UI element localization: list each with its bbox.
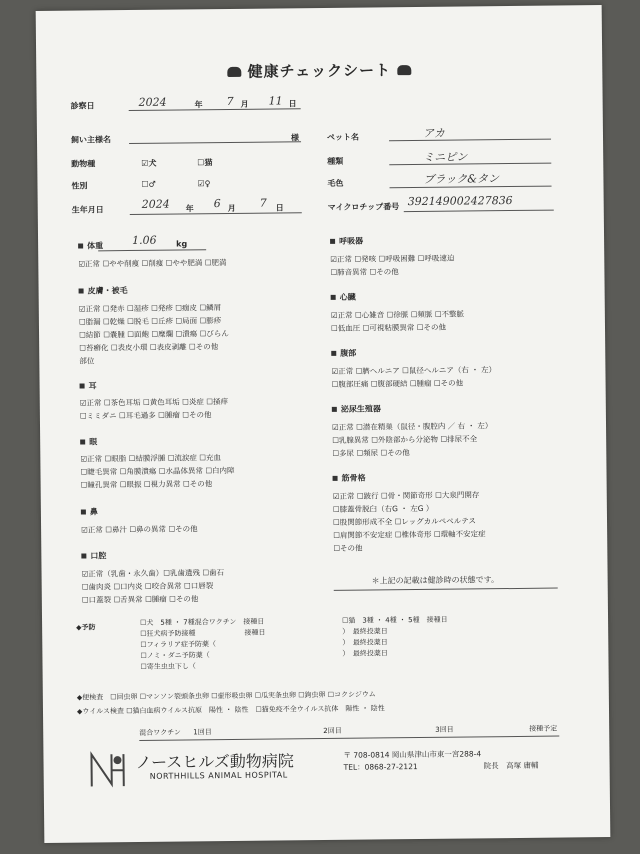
ear-section: 耳	[80, 380, 97, 391]
ear-options[interactable]: ☑正常 ☐茶色耳垢 ☐黄色耳垢 ☐炎症 ☐掻痒 ☐ミミダニ ☐耳毛過多 ☐腫瘤 ☐その他	[79, 396, 228, 421]
urogenital-options[interactable]: ☑正常 ☐潜在精巣（鼠径・腹腔内 ／ 右 ・ 左） ☐乳腺異常 ☐外陰部から分泌物 ☐排尿不全 ☐多尿 ☐頻尿 ☐その他	[331, 421, 493, 458]
animal-label: 動物種	[71, 159, 96, 169]
respiratory-section: 呼吸器	[330, 236, 363, 247]
weight-value[interactable]: 1.06	[131, 233, 157, 247]
health-check-sheet: 健康チェックシート 診察日 2024 年 7 月 11 日 飼い主様名 様 ペット名 アカ 動物種 ☑犬 ☐猫 種類 ミニピン 性別 ☐♂ ☑♀ 毛色 ブラック&タン 生年月日 2024 年 6 月 7 日 マイクロチップ番号 392149002427836 体重 1.06 kg ☑正常 ☐やや削痩 ☐削痩 ☐やや肥満 ☐肥満 皮膚・被毛 ☑正常 ☐発赤 ☐湿疹 ☐発疹 ☐痂皮 ☐鱗屑 ☐脂漏 ☐乾燥 ☐脱毛 ☐丘疹 ☐局面 ☐膨疹 ☐結節 ☐嚢腫 ☐面皰 ☐糜爛 ☐潰瘍 ☐びらん ☐苔癬化 ☐表皮小環 ☐表皮剥離 ☐その他 部位 耳 ☑正常 ☐茶色耳垢 ☐黄色耳垢 ☐炎症 ☐掻痒 ☐ミミダニ ☐耳毛過多 ☐腫瘤 ☐その他 眼 ☑正常 ☐眼脂 ☐結膜浮腫 ☐流涙症 ☐充血 ☐睫毛異常 ☐角膜潰瘍 ☐水晶体異常 ☐白内障 ☐瞳孔異常 ☐眼振 ☐視力異常 ☐その他 鼻 ☑正常 ☐鼻汁 ☐鼻の異常 ☐その他 口腔 ☑正常（乳歯・永久歯）☐乳歯遺残 ☐歯石 ☐歯肉炎 ☐口内炎 ☐咬合異常 ☐口唇裂 ☐口蓋裂 ☐舌異常 ☐腫瘤 ☐その他 呼吸器 ☑正常 ☐発咳 ☐呼吸困難 ☐呼吸速迫 ☐肺音異常 ☐その他 心臓 ☑正常 ☐心雑音 ☐徐脈 ☐頻脈 ☐不整脈 ☐低血圧 ☐可視粘膜異常 ☐その他 腹部 ☑正常 ☐臍ヘルニア ☐鼠径ヘルニア（右 ・ 左） ☐腹部圧痛 ☐腹部硬結 ☐腫瘤 ☐その他 泌尿生殖器 ☑正常 ☐潜在精巣（鼠径・腹腔内 ／ 右 ・ 左） ☐乳腺異常 ☐外陰部から分泌物 ☐排尿不全 ☐多尿 ☐頻尿 ☐その他 筋骨格 ☑正常 ☐跛行 ☐骨・関節奇形 ☐大泉門開存 ☐膝蓋骨脱臼（右G ・ 左G ） ☐股関節形成不全 ☐レッグカルペペルテス ☐肩関節不安定症 ☐椎体奇形 ☐環軸不安定症 ☐その他 ＊上記の記載は健診時の状態です。 ◆予防 ☐犬 5種 ・ 7種混合ワクチン 接種日 ☐狂犬病予防接種 接種日 ☐フィラリア症予防薬（ ☐ノミ・ダニ予防薬（ ☐寄生虫虫下し（ ☐猫 3種 ・ 4種 ・ 5種 接種日 ） 最終投薬日 ） 最終投薬日 ） 最終投薬日 ◆便検査 ☐回虫卵 ☐マンソン裂頭条虫卵 ☐壷形吸虫卵 ☐瓜実条虫卵 ☐鉤虫卵 ☐コクシジウム ◆ウイルス検査 ☐猫白血病ウイルス抗原 陽性 ・ 陰性 ☐猫免疫不全ウイルス抗体 陽性 ・ 陰性 混合ワクチン 1回目 2回目 3回目 接種予定 ノースヒルズ動物病院 NORTHHILLS ANIMAL HOSPITAL 〒 708-0814 岡山県津山市東一宮288-4 TEL：0868-27-2121 院長 高塚 庸輔	[36, 5, 611, 843]
birth-month[interactable]: 6	[213, 197, 221, 211]
skin-options[interactable]: ☑正常 ☐発赤 ☐湿疹 ☐発疹 ☐痂皮 ☐鱗屑 ☐脂漏 ☐乾燥 ☐脱毛 ☐丘疹 ☐局面 ☐膨疹 ☐結節 ☐嚢腫 ☐面皰 ☐糜爛 ☐潰瘍 ☐びらん ☐苔癬化 ☐表皮小環 ☐表皮剥離 ☐その他 部位	[78, 303, 229, 366]
birth-year[interactable]: 2024	[141, 197, 170, 211]
hospital-address: 〒 708-0814 岡山県津山市東一宮288-4 TEL：0868-27-2121	[343, 749, 482, 772]
exam-date-label: 診察日	[70, 101, 95, 111]
weight-options[interactable]: ☑正常 ☐やや削痩 ☐削痩 ☐やや肥満 ☐肥満	[78, 258, 227, 269]
mouth-options[interactable]: ☑正常（乳歯・永久歯）☐乳歯遺残 ☐歯石 ☐歯肉炎 ☐口内炎 ☐咬合異常 ☐口唇裂 ☐口蓋裂 ☐舌異常 ☐腫瘤 ☐その他	[81, 568, 225, 605]
nose-options[interactable]: ☑正常 ☐鼻汁 ☐鼻の異常 ☐その他	[81, 524, 198, 535]
note-text: ＊上記の記載は健診時の状態です。	[371, 575, 500, 586]
mixed-vaccine-label: 混合ワクチン	[139, 728, 181, 737]
hospital-name-en: NORTHHILLS ANIMAL HOSPITAL	[149, 770, 288, 781]
dog-icon	[227, 67, 241, 77]
urogenital-section: 泌尿生殖器	[332, 403, 381, 415]
hospital-logo-icon	[87, 750, 131, 788]
due-date[interactable]: 接種予定	[529, 724, 558, 733]
shot-3[interactable]: 3回目	[435, 725, 454, 734]
coat-color[interactable]: ブラック&タン	[423, 172, 500, 186]
exam-day[interactable]: 11	[268, 94, 283, 108]
virus-test-row[interactable]: ◆ウイルス検査 ☐猫白血病ウイルス抗原 陽性 ・ 陰性 ☐猫免疫不全ウイルス抗体 陽性 ・ 陰性	[76, 704, 385, 716]
prevention-right[interactable]: ☐猫 3種 ・ 4種 ・ 5種 接種日 ） 最終投薬日 ） 最終投薬日 ） 最終投薬日	[342, 615, 448, 658]
mouth-section: 口腔	[81, 550, 106, 561]
respiratory-options[interactable]: ☑正常 ☐発咳 ☐呼吸困難 ☐呼吸速迫 ☐肺音異常 ☐その他	[330, 253, 455, 277]
sex-female[interactable]: ☑♀	[197, 179, 211, 189]
eye-options[interactable]: ☑正常 ☐眼脂 ☐結膜浮腫 ☐流涙症 ☐充血 ☐睫毛異常 ☐角膜潰瘍 ☐水晶体異常 ☐白内障 ☐瞳孔異常 ☐眼振 ☐視力異常 ☐その他	[80, 453, 235, 490]
shot-2[interactable]: 2回目	[323, 726, 342, 736]
musculoskeletal-section: 筋骨格	[333, 473, 366, 484]
chip-label: マイクロチップ番号	[327, 202, 400, 212]
hospital-name: ノースヒルズ動物病院	[135, 751, 294, 772]
birth-label: 生年月日	[71, 205, 104, 215]
sheet-title: 健康チェックシート	[36, 57, 602, 84]
heart-section: 心臓	[331, 292, 356, 303]
abdomen-options[interactable]: ☑正常 ☐臍ヘルニア ☐鼠径ヘルニア（右 ・ 左） ☐腹部圧痛 ☐腹部硬結 ☐腫瘤 ☐その他	[331, 365, 497, 389]
color-label: 毛色	[327, 178, 344, 188]
pet-name[interactable]: アカ	[422, 126, 445, 140]
prevention-label: ◆予防	[76, 623, 96, 632]
breed[interactable]: ミニピン	[423, 150, 468, 164]
heart-options[interactable]: ☑正常 ☐心雑音 ☐徐脈 ☐頻脈 ☐不整脈 ☐低血圧 ☐可視粘膜異常 ☐その他	[330, 309, 465, 333]
chip-number[interactable]: 392149002427836	[407, 194, 513, 209]
breed-label: 種類	[327, 156, 344, 166]
prevention-left[interactable]: ☐犬 5種 ・ 7種混合ワクチン 接種日 ☐狂犬病予防接種 接種日 ☐フィラリア症予防薬（ ☐ノミ・ダニ予防薬（ ☐寄生虫虫下し（	[140, 617, 266, 671]
sex-label: 性別	[71, 181, 88, 191]
stool-test-row[interactable]: ◆便検査 ☐回虫卵 ☐マンソン裂頭条虫卵 ☐壷形吸虫卵 ☐瓜実条虫卵 ☐鉤虫卵 ☐コクシジウム	[76, 690, 376, 702]
animal-dog[interactable]: ☑犬	[141, 158, 157, 168]
shot-1[interactable]: 1回目	[193, 728, 212, 737]
pet-label: ペット名	[326, 132, 360, 142]
cat-icon	[397, 65, 411, 75]
animal-cat[interactable]: ☐猫	[197, 158, 213, 168]
skin-section: 皮膚・被毛	[79, 285, 128, 297]
exam-month[interactable]: 7	[226, 94, 234, 108]
weight-section: 体重	[78, 240, 103, 251]
owner-label: 飼い主様名	[70, 135, 112, 145]
hospital-director: 院長 高塚 庸輔	[483, 760, 539, 771]
birth-day[interactable]: 7	[259, 196, 267, 210]
sex-male[interactable]: ☐♂	[141, 179, 156, 189]
musculoskeletal-options[interactable]: ☑正常 ☐跛行 ☐骨・関節奇形 ☐大泉門開存 ☐膝蓋骨脱臼（右G ・ 左G ） ☐股関節形成不全 ☐レッグカルペペルテス ☐肩関節不安定症 ☐椎体奇形 ☐環軸不安定症 ☐その他	[332, 490, 486, 553]
abdomen-section: 腹部	[331, 348, 356, 359]
nose-section: 鼻	[81, 506, 98, 517]
exam-year[interactable]: 2024	[138, 95, 167, 109]
eye-section: 眼	[80, 436, 97, 447]
